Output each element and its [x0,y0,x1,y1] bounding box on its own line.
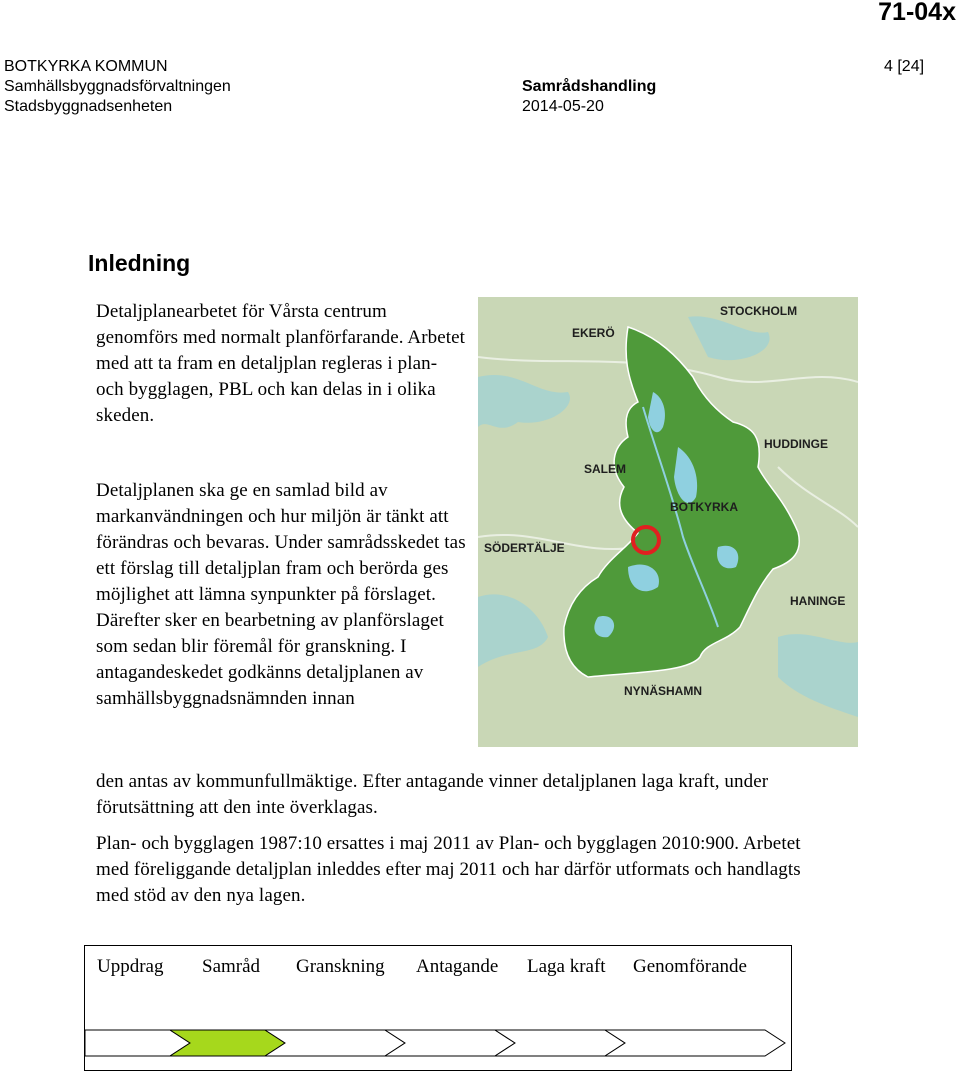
document-type: Samrådshandling [522,78,657,95]
paragraph-process: Detaljplanen ska ge en samlad bild av markanvändningen och hur miljön är tänkt att förändras och bevaras. Under samrådsskedet tas ett förslag till detaljplan fram och berörda ges möjlighet att lämna synpunkter på förslaget. Därefter sker en bearbetning av planförslaget som sedan blir föremål för granskning. I antagandeskedet godkänns detaljplanen av samhällsbyggnadsnämnden innan [96,480,466,709]
step-label-genomforande: Genomförande [633,956,747,977]
process-arrow-granskning [265,1030,405,1056]
process-arrow-uppdrag [85,1030,190,1056]
unit-name: Stadsbyggnadsenheten [4,98,173,115]
map-label-salem: SALEM [584,462,626,476]
step-label-antagande: Antagande [416,956,499,977]
section-title: Inledning [88,250,191,276]
map-label-botkyrka: BOTKYRKA [670,500,738,514]
map-label-ekero: EKERÖ [572,326,615,340]
paragraph-process-continued: den antas av kommunfullmäktige. Efter antagande vinner detaljplanen laga kraft, under förutsättning att den inte överklagas. [96,771,769,818]
process-arrow-laga-kraft [495,1030,625,1056]
step-label-granskning: Granskning [296,956,385,977]
paragraph-intro: Detaljplanearbetet för Vårsta centrum genomförs med normalt planförfarande. Arbetet med att ta fram en detaljplan regleras i plan- och bygglagen, PBL och kan delas in i olika skeden. [96,301,466,426]
location-map [478,297,858,747]
page-number: 4 [24] [884,58,925,75]
map-label-nynashamn: NYNÄSHAMN [624,684,702,698]
step-label-uppdrag: Uppdrag [97,956,164,977]
map-label-huddinge: HUDDINGE [764,437,829,451]
document-date: 2014-05-20 [522,98,604,115]
step-label-laga-kraft: Laga kraft [527,956,606,977]
process-arrow-genomforande [605,1030,785,1056]
map-label-stockholm: STOCKHOLM [720,304,798,318]
map-label-sodertalje: SÖDERTÄLJE [484,541,565,555]
organization-name: BOTKYRKA KOMMUN [4,58,168,75]
planning-process-diagram [84,945,792,1071]
paragraph-law: Plan- och bygglagen 1987:10 ersattes i maj 2011 av Plan- och bygglagen 2010:900. Arbetet med föreliggande detaljplan inleddes efter maj 2011 och har därför utformats och handlagts med stöd av den nya lagen. [96,833,801,906]
department-name: Samhällsbyggnadsförvaltningen [4,78,231,95]
process-arrow-antagande [385,1030,515,1056]
map-label-haninge: HANINGE [790,594,846,608]
process-arrows [85,1028,791,1058]
document-id: 71-04x [878,0,956,26]
step-label-samrad: Samråd [202,956,261,977]
